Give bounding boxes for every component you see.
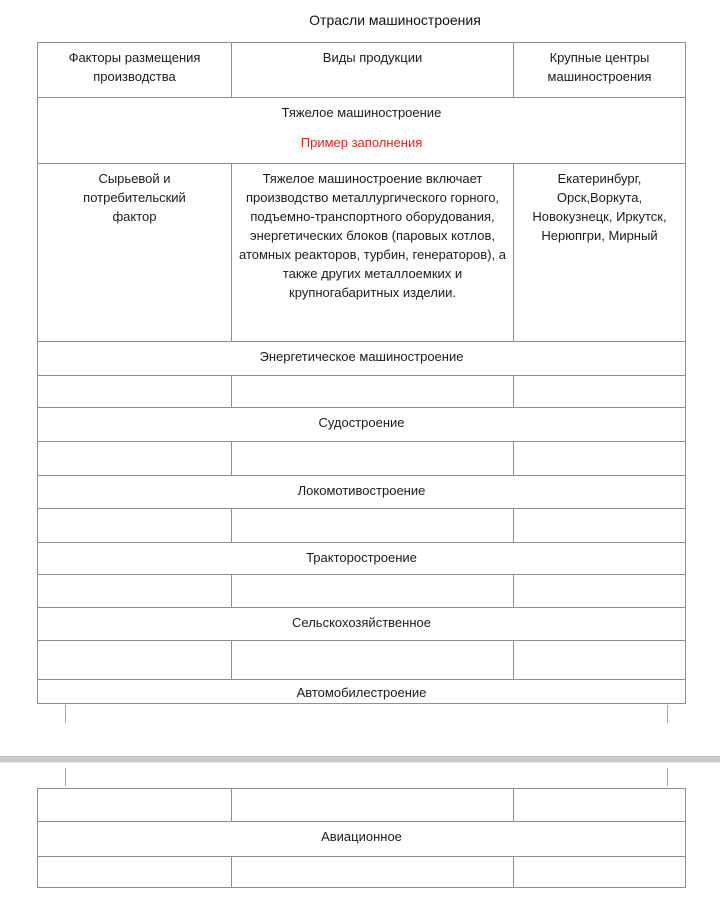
blank-factors-cell[interactable] (38, 509, 232, 543)
page-break-separator (0, 756, 720, 763)
section-label-cell (38, 98, 686, 164)
blank-centers-cell[interactable] (514, 857, 686, 888)
page1-margin-mark-right (667, 705, 668, 723)
section-title-aviation: Авиационное (38, 822, 686, 857)
blank-row (38, 575, 686, 608)
blank-products-cell[interactable] (232, 641, 514, 680)
blank-centers-cell[interactable] (514, 442, 686, 476)
blank-row (38, 509, 686, 543)
example-products-cell: Тяжелое машиностроение включает производство металлургического горного, подъемно-транспортного оборудования, энергетических блоков (паровых котлов, атомных реакторов, турбин, генераторов), а также других металлоемких и крупногабаритных изделии. (232, 164, 514, 342)
document-title: Отрасли машиностроения (309, 12, 481, 28)
page1-margin-mark-left (65, 705, 66, 723)
blank-centers-cell[interactable] (514, 789, 686, 822)
blank-factors-cell[interactable] (38, 376, 232, 408)
section-title-tractor: Тракторостроение (38, 543, 686, 575)
header-cell-factors: Факторы размещения производства (38, 43, 232, 98)
blank-factors-cell[interactable] (38, 442, 232, 476)
blank-products-cell[interactable] (232, 376, 514, 408)
blank-row (38, 857, 686, 888)
section-row-shipbuilding (38, 408, 686, 442)
header-row (38, 43, 686, 98)
blank-centers-cell[interactable] (514, 575, 686, 608)
blank-centers-cell[interactable] (514, 376, 686, 408)
blank-centers-cell[interactable] (514, 641, 686, 680)
blank-factors-cell[interactable] (38, 789, 232, 822)
blank-row (38, 641, 686, 680)
blank-factors-cell[interactable] (38, 641, 232, 680)
section-title-shipbuilding: Судостроение (38, 408, 686, 442)
blank-products-cell[interactable] (232, 857, 514, 888)
section-row-agricultural (38, 608, 686, 641)
blank-products-cell[interactable] (232, 442, 514, 476)
blank-factors-cell[interactable] (38, 575, 232, 608)
header-cell-products: Виды продукции (232, 43, 514, 98)
section-title-energy: Энергетическое машиностроение (38, 342, 686, 376)
blank-factors-cell[interactable] (38, 857, 232, 888)
blank-row (38, 789, 686, 822)
section-title-heavy: Тяжелое машиностроение (281, 105, 442, 120)
blank-products-cell[interactable] (232, 509, 514, 543)
section-row-tractor (38, 543, 686, 575)
section-row-locomotive (38, 476, 686, 509)
example-note: Пример заполнения (300, 135, 423, 150)
example-factors-cell (38, 164, 232, 342)
blank-row (38, 376, 686, 408)
header-cell-centers: Крупные центры машиностроения (514, 43, 686, 98)
example-factors-text: Сырьевой и потребительский фактор (83, 171, 186, 224)
page2-margin-mark-left (65, 768, 66, 786)
section-row-automobile (38, 680, 686, 704)
section-title-locomotive: Локомотивостроение (38, 476, 686, 509)
blank-centers-cell[interactable] (514, 509, 686, 543)
section-title-automobile: Автомобилестроение (38, 680, 686, 704)
section-row-heavy-machinery (38, 98, 686, 164)
page2-margin-mark-right (667, 768, 668, 786)
section-row-energy (38, 342, 686, 376)
section-title-agricultural: Сельскохозяйственное (38, 608, 686, 641)
blank-products-cell[interactable] (232, 575, 514, 608)
example-centers-cell: Екатеринбург, Орск,Воркута, Новокузнецк, Иркутск, Нерюпгри, Мирный (514, 164, 686, 342)
blank-products-cell[interactable] (232, 789, 514, 822)
blank-row (38, 442, 686, 476)
industries-table-page2 (37, 788, 686, 888)
section-row-aviation (38, 822, 686, 857)
industries-table-page1 (37, 42, 686, 704)
example-content-row (38, 164, 686, 342)
